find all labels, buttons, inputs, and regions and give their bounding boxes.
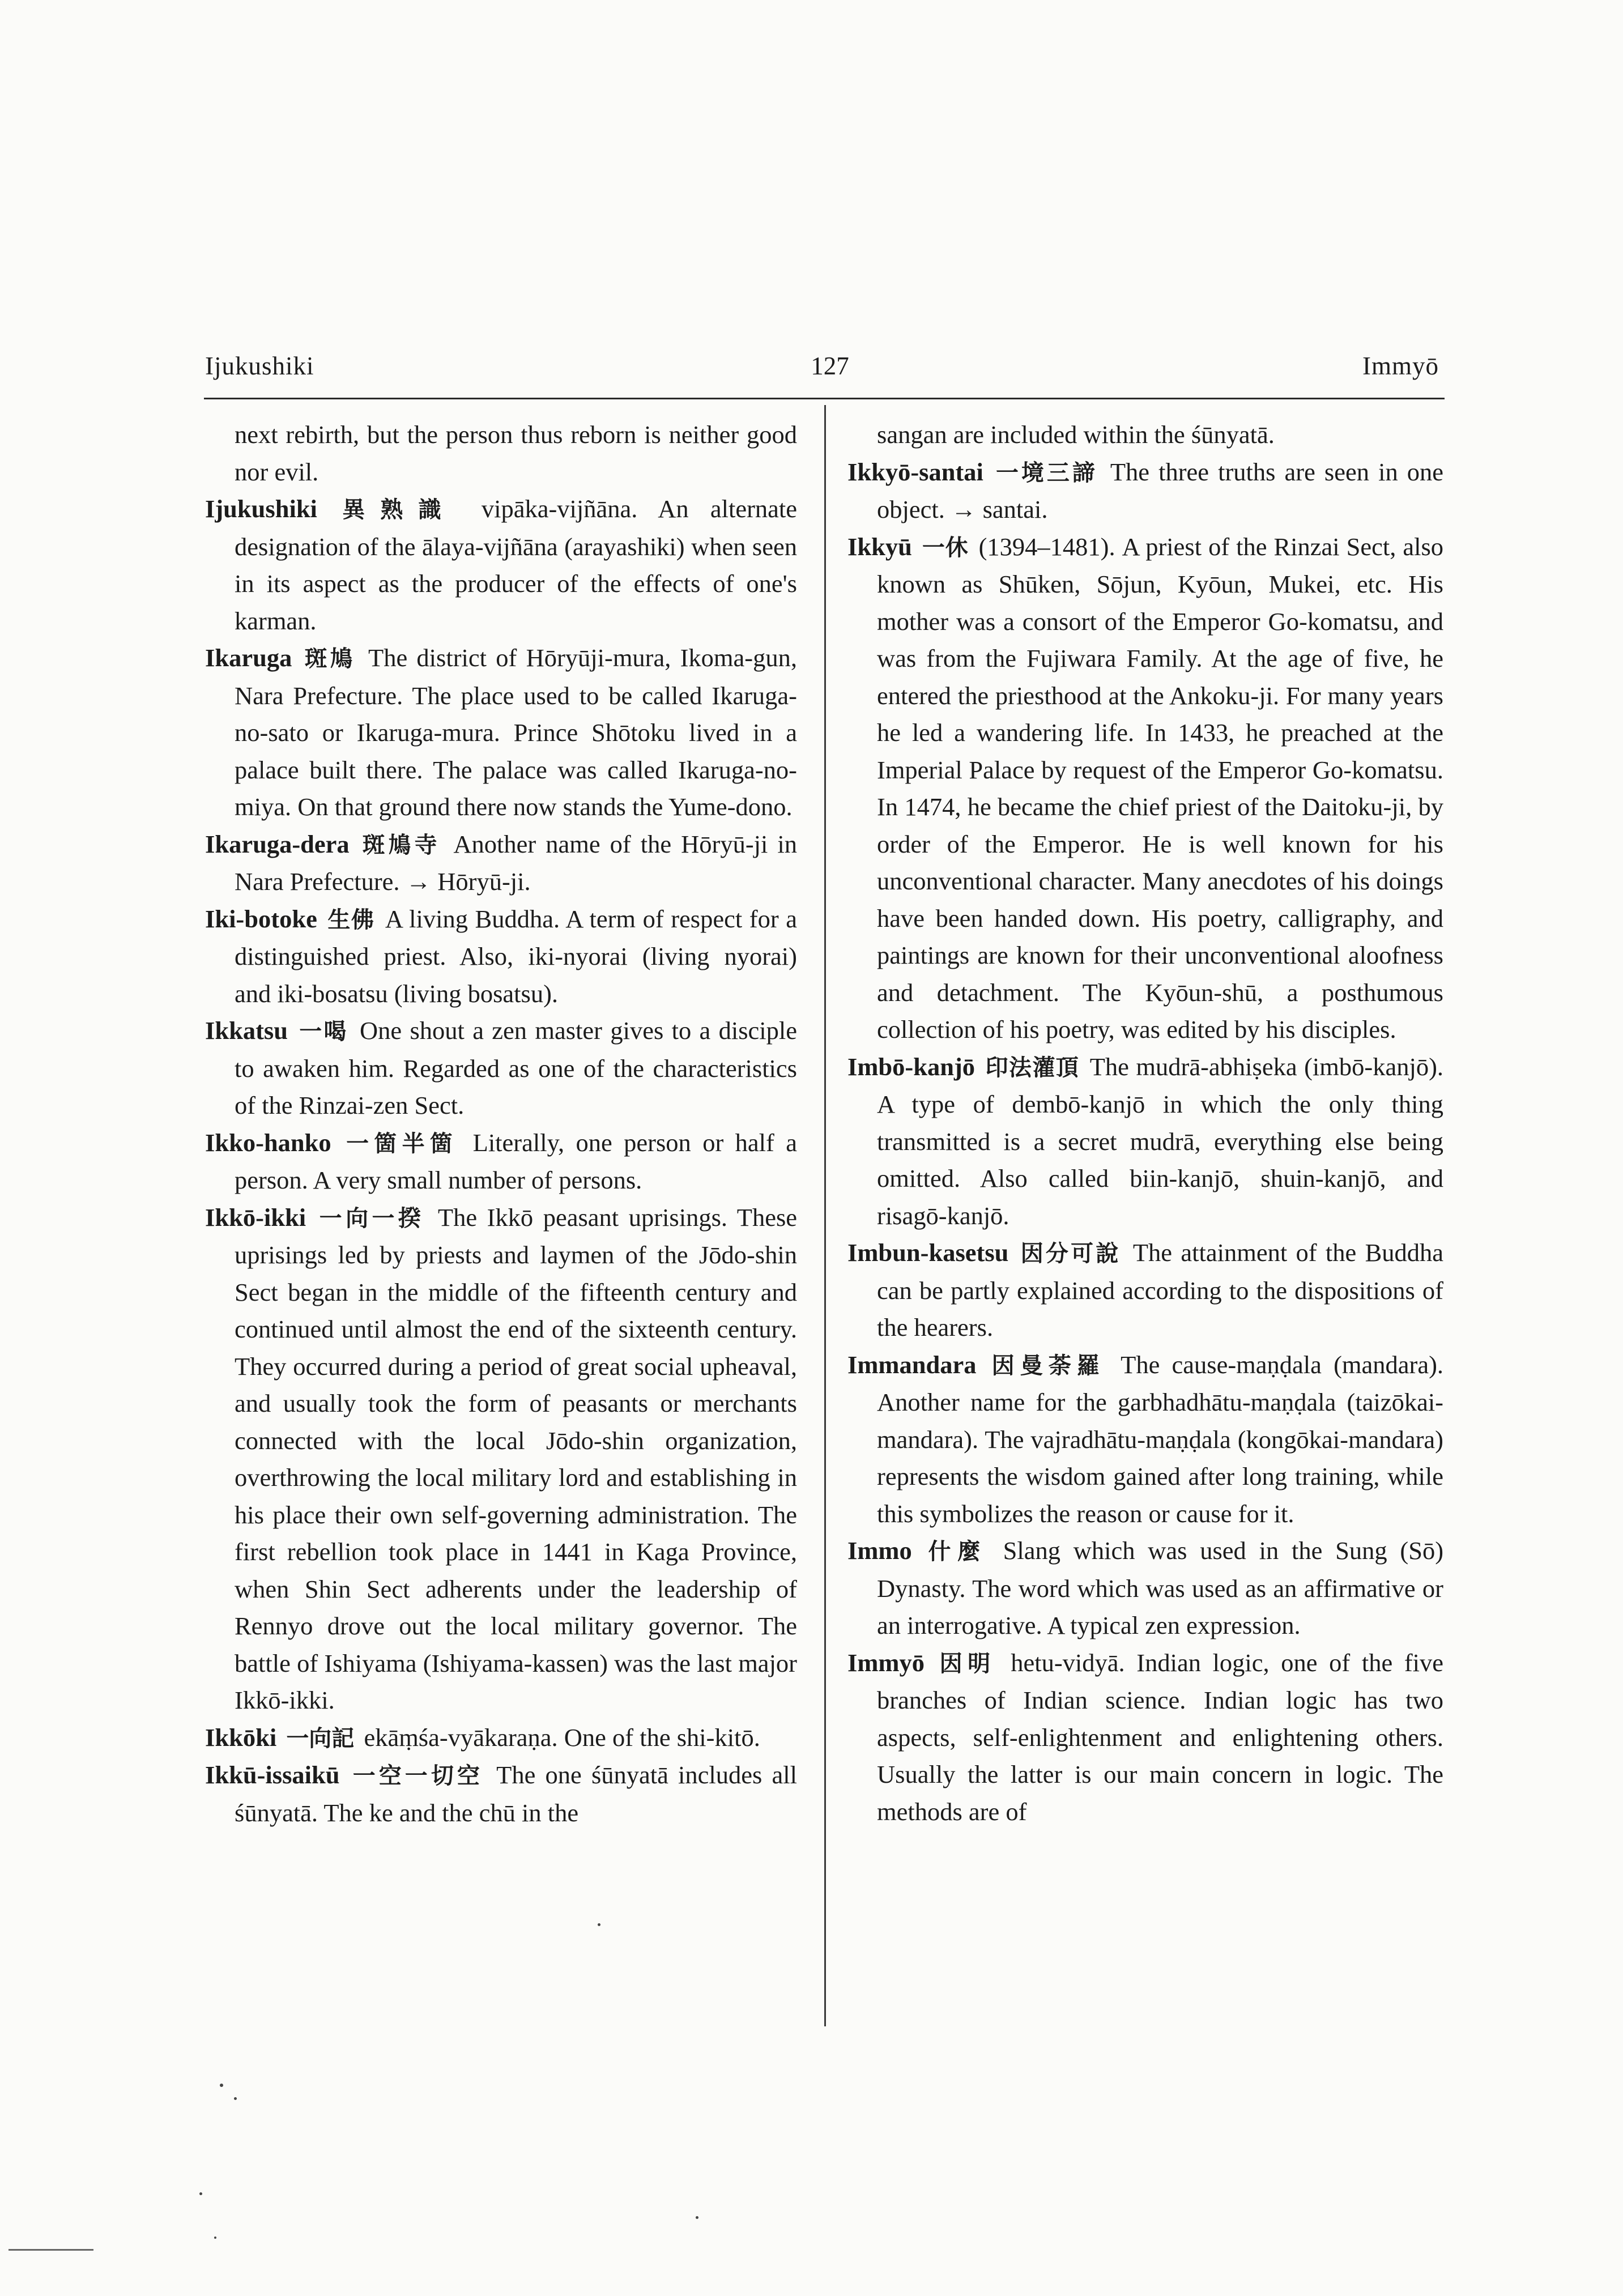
entry-headword: Iki-botoke bbox=[205, 904, 317, 933]
entry-definition: The Ikkō peasant uprisings. These uprisings led by priests and laymen of the Jōdo-shin Sect began in the middle of the fifteenth century and continued until almost the end of the sixteenth century. They occurred during a period of great social upheaval, and usually took the form of peasants or merchants connected with the local Jōdo-shin organization, overthrowing the local military lord and establishing in his place their own self-governing administration. The first rebellion took place in 1441 in Kaga Province, when Shin Sect adherents under the leadership of Rennyo drove out the local military governor. The battle of Ishiyama (Ishiyama-kassen) was the last major Ikkō-ikki. bbox=[235, 1203, 798, 1714]
entry-headword: Immo bbox=[847, 1536, 912, 1565]
scan-speck bbox=[234, 2097, 237, 2100]
entry-kanji: 因分可說 bbox=[1020, 1241, 1121, 1266]
entry-definition: Slang which was used in the Sung (Sō) Dynasty. The word which was used as an affirmative or an interrogative. A typical zen expression. bbox=[877, 1536, 1444, 1639]
scan-speck bbox=[220, 2084, 223, 2087]
entry-definition: hetu-vidyā. Indian logic, one of the five branches of Indian science. Indian logic has two aspects, self-enlightenment and enlightening others. Usually the latter is our main concern in logic. The methods are of bbox=[877, 1648, 1444, 1826]
entry-immo bbox=[847, 1532, 1443, 1645]
entry-headword: Ijukushiki bbox=[205, 495, 317, 523]
scan-speck bbox=[199, 2192, 202, 2195]
header-rule bbox=[204, 398, 1445, 399]
entry-ikaruga-dera bbox=[205, 826, 797, 901]
entry-headword: Ikkyō-santai bbox=[847, 457, 983, 486]
page-number: 127 bbox=[811, 352, 849, 380]
scan-speck bbox=[214, 2237, 216, 2239]
entry-ikaruga bbox=[205, 640, 797, 826]
entry-headword: Immyō bbox=[847, 1648, 925, 1677]
entry-headword: Ikkyū bbox=[847, 532, 912, 561]
scan-edge-line bbox=[8, 2249, 93, 2251]
entry-ikkatsu bbox=[205, 1012, 797, 1124]
left-column bbox=[205, 416, 797, 1831]
column-divider bbox=[824, 405, 826, 2026]
entry-immyo bbox=[847, 1645, 1443, 1831]
entry-definition: Literally, one person or half a person. A very small number of persons. bbox=[235, 1128, 798, 1194]
entry-kanji: 一休 bbox=[922, 534, 969, 560]
entry-headword: Ikkatsu bbox=[205, 1016, 288, 1045]
entry-headword: Imbun-kasetsu bbox=[847, 1238, 1009, 1267]
entry-kanji: 因明 bbox=[939, 1650, 996, 1676]
entry-ikko-hanko bbox=[205, 1124, 797, 1199]
entry-kanji: 一空一切空 bbox=[352, 1763, 483, 1788]
entry-definition: One shout a zen master gives to a disciple to awaken him. Regarded as one of the characteristics of the Rinzai-zen Sect. bbox=[235, 1016, 798, 1119]
continuation-text: next rebirth, but the person thus reborn is neither good nor evil. bbox=[235, 420, 797, 486]
entry-kanji: 印法灌頂 bbox=[985, 1054, 1080, 1080]
entry-ikkyu bbox=[847, 529, 1443, 1049]
entry-kanji: 生佛 bbox=[327, 906, 375, 932]
entry-kanji: 一境三諦 bbox=[995, 459, 1098, 485]
entry-definition: ekāṃśa-vyākaraṇa. One of the shi-kitō. bbox=[364, 1723, 760, 1752]
entry-definition: The one śūnyatā includes all śūnyatā. The ke and the chū in the bbox=[235, 1761, 798, 1827]
entry-kanji: 一向一揆 bbox=[319, 1205, 425, 1231]
entry-headword: Ikaruga-dera bbox=[205, 829, 350, 858]
entry-headword: Ikkū-issaikū bbox=[205, 1761, 340, 1789]
running-head-left: Ijukushiki bbox=[205, 352, 314, 380]
entry-definition: Another name of the Hōryū-ji in Nara Prefecture. → Hōryū-ji. bbox=[235, 829, 798, 896]
right-column bbox=[847, 416, 1443, 1830]
entry-definition: The three truths are seen in one object. → santai. bbox=[877, 457, 1444, 523]
entry-kanji: 一喝 bbox=[299, 1019, 348, 1044]
entry-kanji: 斑鳩寺 bbox=[362, 832, 441, 858]
entry-headword: Ikkōki bbox=[205, 1723, 277, 1752]
entry-kanji: 什麼 bbox=[928, 1539, 987, 1564]
entry-definition: The mudrā-abhiṣeka (imbō-kanjō). A type of dembō-kanjō in which the only thing transmitted is a secret mudrā, everything else being omitted. Also called biin-kanjō, shuin-kanjō, and risagō-kanjō. bbox=[877, 1052, 1444, 1230]
entry-headword: Ikko-hanko bbox=[205, 1128, 331, 1157]
entry-headword: Ikaruga bbox=[205, 644, 292, 672]
entry-ikku-issaiku bbox=[205, 1757, 797, 1831]
entry-kanji: 斑鳩 bbox=[304, 646, 356, 671]
entry-definition: vipāka-vijñāna. An alternate designation of the ālaya-vijñāna (arayashiki) when seen in its aspect as the producer of the effects of one's karman. bbox=[235, 495, 798, 635]
entry-headword: Immandara bbox=[847, 1350, 977, 1379]
entry-kanji: 異熟識 bbox=[342, 497, 457, 522]
entry-ijukushiki bbox=[205, 491, 797, 640]
entry-definition: The attainment of the Buddha can be partly explained according to the dispositions of the hearers. bbox=[877, 1238, 1444, 1341]
entry-definition: A living Buddha. A term of respect for a distinguished priest. Also, iki-nyorai (living nyorai) and iki-bosatsu (living bosatsu). bbox=[235, 904, 798, 1008]
entry-imbo-kanjo bbox=[847, 1049, 1443, 1235]
entry-immandara bbox=[847, 1347, 1443, 1533]
entry-headword: Imbō-kanjō bbox=[847, 1052, 975, 1081]
running-head-right: Immyō bbox=[1362, 352, 1439, 380]
entry-definition: The district of Hōryūji-mura, Ikoma-gun, Nara Prefecture. The place used to be called Ikaruga-no-sato or Ikaruga-mura. Prince Shōtoku lived in a palace built there. The palace was called Ikaruga-no-miya. On that ground there now stands the Yume-dono. bbox=[235, 644, 797, 821]
entry-definition: (1394–1481). A priest of the Rinzai Sect, also known as Shūken, Sōjun, Kyōun, Mukei, etc. His mother was a consort of the Emperor Go-komatsu, and was from the Fujiwara Family. At the age of five, he entered the priesthood at the Ankoku-ji. For many years he led a wandering life. In 1433, he preached at the Imperial Palace by request of the Emperor Go-komatsu. In 1474, he became the chief priest of the Daitoku-ji, by order of the Emperor. He is well known for his unconventional character. Many anecdotes of his doings have been handed down. His poetry, calligraphy, and paintings are known for their unconventional aloofness and detachment. The Kyōun-shū, a posthumous collection of his poetry, was edited by his disciples. bbox=[877, 532, 1444, 1043]
entry-definition: The cause-maṇḍala (mandara). Another name for the garbhadhātu-maṇḍala (taizōkai-mandara). The vajradhātu-maṇḍala (kongōkai-mandara) represents the wisdom gained after long training, while this symbolizes the reason or cause for it. bbox=[877, 1350, 1444, 1528]
entry-kanji: 因曼荼羅 bbox=[991, 1352, 1105, 1378]
entry-kanji: 一箇半箇 bbox=[346, 1130, 458, 1156]
entry-headword: Ikkō-ikki bbox=[205, 1203, 306, 1232]
entry-ikkoki bbox=[205, 1719, 797, 1757]
continuation-text: sangan are included within the śūnyatā. bbox=[877, 420, 1275, 449]
entry-ikkyo-santai bbox=[847, 454, 1443, 529]
entry-ikko-ikki bbox=[205, 1199, 797, 1719]
scan-speck bbox=[598, 1923, 600, 1926]
entry-iki-botoke bbox=[205, 901, 797, 1013]
entry-kanji: 一向記 bbox=[286, 1725, 355, 1751]
entry-imbun-kasetsu bbox=[847, 1234, 1443, 1347]
scan-speck bbox=[696, 2216, 698, 2219]
